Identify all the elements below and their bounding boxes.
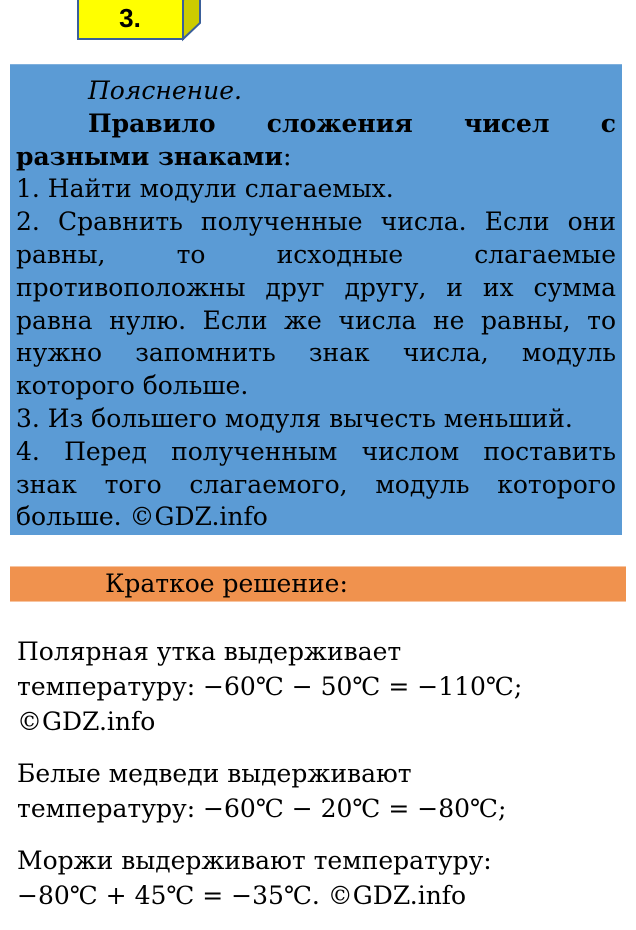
task-number-box [77,0,183,39]
walrus-line-2: −80℃ + 45℃ = −35℃. ©GDZ.info [17,881,467,910]
solution-paragraph-walrus [17,843,617,913]
solution-paragraph-bears [17,756,617,826]
short-solution-title: Краткое решение: [105,569,348,598]
bears-line-1: Белые медведи выдерживают [17,759,412,788]
step-4: 4. Перед полученным числом поставить знак того слагаемого, модуль которого больше. ©GDZ.info [16,436,616,532]
short-solution-header [10,566,626,602]
step-2: 2. Сравнить полученные числа. Если они равны, то исходные слагаемые противоположны друг другу, и их сумма равна нулю. Если же числа не равны, то нужно запомнить знак числа, модуль которого больше. [16,207,616,401]
solution-paragraph-duck [17,634,617,739]
step-3: 3. Из большего модуля вычесть меньший. [16,403,573,433]
rule-title-bold: разными знаками [16,141,283,171]
rule-title-line-1: Правило сложения чисел с [88,108,616,138]
rule-title-line-2 [16,141,616,174]
task-number: 3. [119,3,141,33]
explanation-heading: Пояснение. [88,76,242,105]
bears-line-2: температуру: −60℃ − 20℃ = −80℃; [17,794,507,823]
rule-title-colon: : [282,141,292,172]
duck-line-1: Полярная утка выдерживает [17,637,402,666]
step-1: 1. Найти модули слагаемых. [16,174,394,204]
duck-line-2: температуру: −60℃ − 50℃ = −110℃; [17,672,523,701]
duck-line-3: ©GDZ.info [17,707,156,736]
walrus-line-1: Моржи выдерживают температуру: [17,846,492,875]
solution-body [17,634,617,930]
explanation-panel [10,64,622,535]
